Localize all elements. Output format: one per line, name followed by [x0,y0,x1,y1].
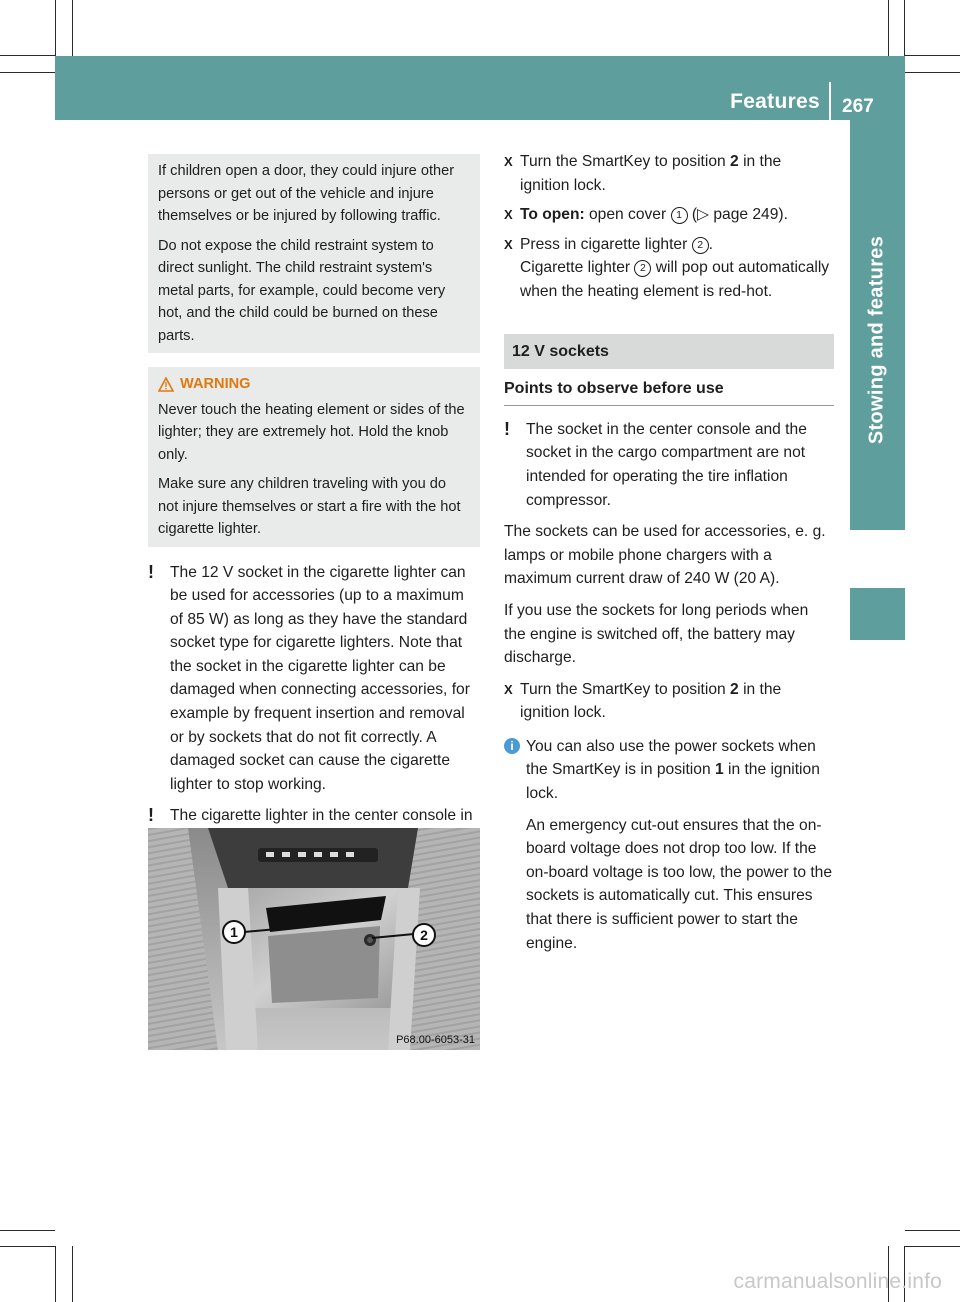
step-label: To open: [520,206,585,224]
crop-mark [72,0,73,56]
header-divider [829,82,831,120]
crop-mark [72,1246,73,1302]
note-text: The 12 V socket in the cigarette lighter can be used for accessories (up to a maximum of 85 W) as long as they have the standard socket type for cigarette lighters. Note that the socket in the cigarette lighter can be damaged when connecting accessories, for example by frequent insertion and removal or by sockets that do not fit correctly. A damaged socket can cause the cigarette lighter to stop working. [170,563,470,793]
crop-mark [0,1246,55,1247]
step-text: . [708,235,713,253]
note-item [504,418,834,512]
warning-box [148,367,480,547]
info-position: 1 [714,761,724,779]
info-text: in the ignition lock. [526,761,820,803]
subheading: Points to observe before use [504,377,834,406]
step-text: Press in cigarette lighter [520,235,692,253]
callout-1: 1 [230,924,238,940]
step-text: Turn the SmartKey to position [520,153,731,170]
callout-ref-icon: 2 [692,237,709,254]
console-photo [148,828,480,1050]
instruction-step [504,233,834,304]
step-arrow-icon: X [504,681,513,697]
info-text: You can also use the power sockets when the SmartKey is in position [526,737,816,779]
step-text: Cigarette lighter [520,259,635,277]
note-exclamation-icon: ! [148,805,154,826]
section-title: 12 V sockets [504,334,834,370]
step-arrow-icon: X [504,236,513,252]
info-text: An emergency cut-out ensures that the on-board voltage does not drop too low. If the on-board voltage is too low, the power to the sockets is automatically cut. This ensures that there is sufficient power to start the engine. [526,816,833,952]
crop-mark [55,0,56,56]
info-item [504,735,834,955]
crop-mark [905,72,960,73]
step-text: in the ignition lock. [520,680,782,722]
crop-mark [905,55,960,56]
crop-mark [905,1230,960,1231]
warning-paragraph: Never touch the heating element or sides of the lighter; they are extremely hot. Hold the knob only. [158,401,465,463]
body-paragraph: If you use the sockets for long periods when the engine is switched off, the battery may discharge. [504,601,809,667]
note-exclamation-icon: ! [148,561,154,582]
instruction-step [504,203,834,227]
page-number: 267 [842,96,874,117]
page-reference-link[interactable]: (▷ page 249). [687,206,788,224]
crop-mark [55,1246,56,1302]
watermark: carmanualsonline.info [733,1270,942,1293]
crop-mark [888,0,889,56]
body-paragraph: The sockets can be used for accessories, e. g. lamps or mobile phone chargers with a maximum current draw of 240 W (20 A). [504,523,826,588]
crop-mark [0,72,55,73]
note-text: The socket in the center console and the socket in the cargo compartment are not intended for operating the tire inflation compressor. [526,420,807,509]
note-exclamation-icon: ! [504,418,510,439]
info-box-paragraph: Do not expose the child restraint system to direct sunlight. The child restraint system's metal parts, for example, could become very hot, and the child could be burned on these parts. [158,237,446,344]
step-arrow-icon: X [504,207,513,223]
warning-heading [158,373,470,396]
info-box [148,154,480,353]
callout-ref-icon: 1 [671,207,688,224]
step-position: 2 [730,680,739,698]
callout-ref-icon: 2 [634,260,651,277]
info-box-paragraph: If children open a door, they could injure other persons or get out of the vehicle and injure themselves or be injured by following traffic. [158,163,455,224]
step-text: in the ignition lock. [520,153,782,194]
step-arrow-icon: X [504,154,513,169]
crop-mark [904,0,905,56]
step-text: open cover [584,206,671,224]
right-column [504,150,834,963]
header-title: Features [730,90,820,113]
note-item [148,561,480,797]
side-tab-marker [850,588,905,640]
step-position: 2 [730,153,739,170]
info-icon: i [504,738,520,754]
instruction-step [504,678,834,725]
step-text: will pop out automatically when the heating element is red-hot. [520,259,830,300]
warning-triangle-icon [158,377,174,392]
callout-2: 2 [420,927,428,943]
step-text: Turn the SmartKey to position [520,680,731,698]
figure-reference: P68.00-6053-31 [396,1034,475,1046]
crop-mark [0,1230,55,1231]
note-text: The cigarette lighter in the center console in [170,807,473,825]
crop-mark [905,1246,960,1247]
side-tab-title: Stowing and features [865,235,888,445]
console-figure [148,828,480,1050]
left-column [148,150,480,883]
instruction-step [504,150,834,197]
warning-paragraph: Make sure any children traveling with you do not injure themselves or start a fire with the hot cigarette lighter. [158,476,461,537]
warning-heading-label: WARNING [180,376,251,392]
crop-mark [0,55,55,56]
